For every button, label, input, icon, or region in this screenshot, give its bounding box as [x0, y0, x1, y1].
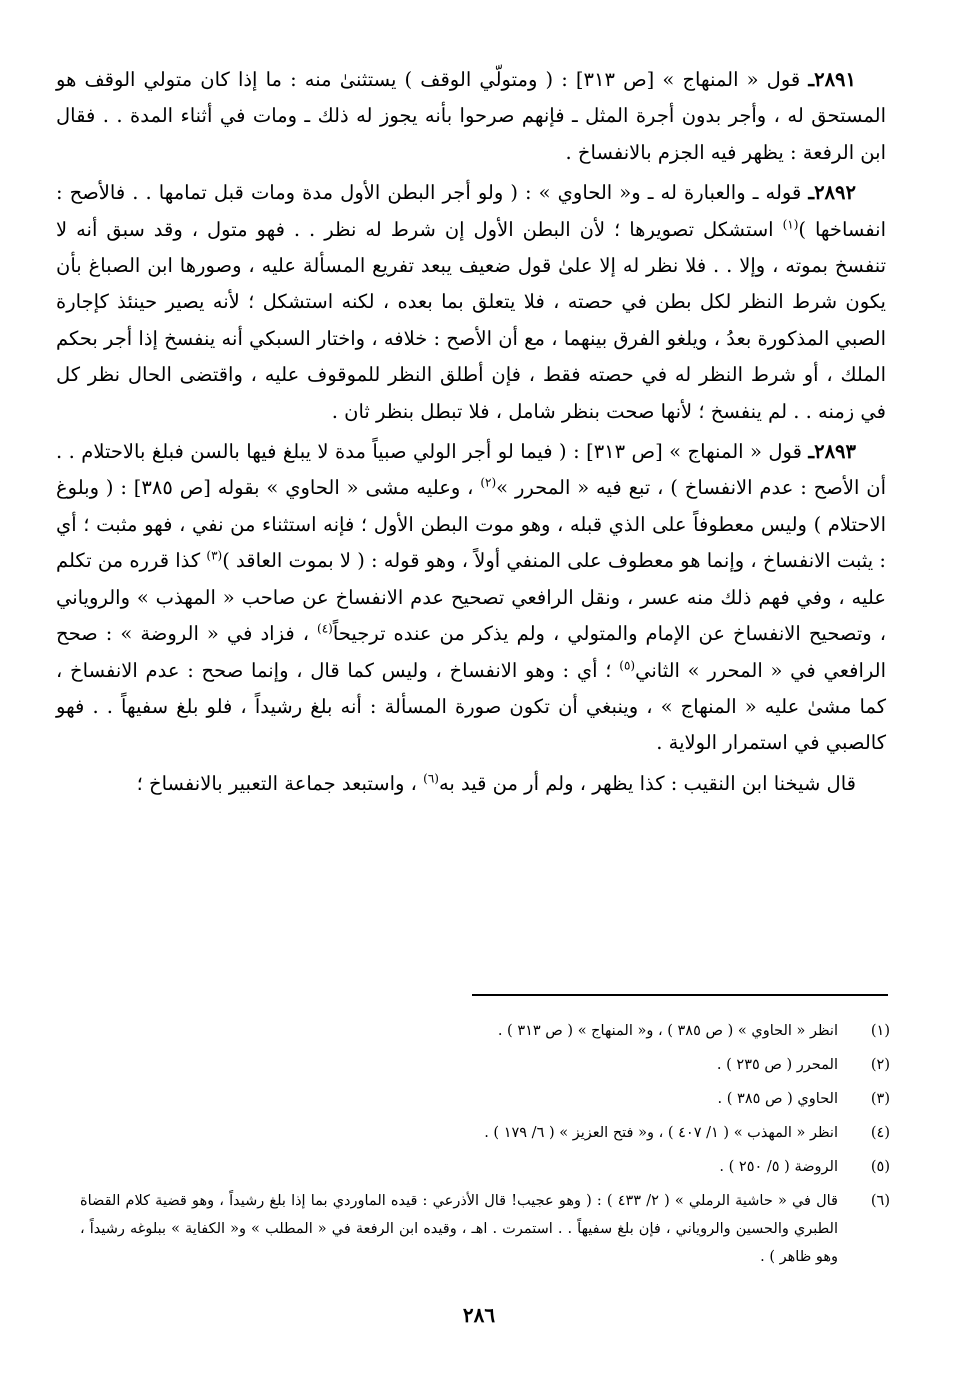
footnote-ref: (٤) — [317, 621, 333, 636]
footnote-number: (١) — [870, 1023, 890, 1039]
paragraph-2892 — [56, 175, 886, 430]
paragraph-continuation — [56, 766, 886, 802]
footnote-text: المحرر ( ص ٢٣٥ ) . — [716, 1057, 838, 1073]
footnotes — [80, 1014, 890, 1271]
paragraph-text: ، فزاد في « الروضة » : صحح الرافعي في « المحرر » الثاني — [56, 622, 887, 682]
paragraph-text: قوله ـ والعبارة له ـ و« الحاوي » : ( ولو أجر البطن الأول مدة ومات قبل تمامها . . فالأصح : انفساخها ) — [56, 181, 886, 241]
paragraph-text: قول « المنهاج » [ص ٣١٣] : ( فيما لو أجر الولي صبياً مدة لا يبلغ فيها بالسن فبلغ بالاحتلام . . أن الأصح : عدم الانفساخ ) ، تبع فيه « المحرر » — [56, 440, 886, 500]
footnote-number: (٦) — [870, 1193, 890, 1209]
paragraph-text: كذا قرره من تكلم عليه ، وفي فهم ذلك منه عسر ، ونقل الرافعي تصحيح عدم الانفساخ عن صاحب « المهذب » والروياني ، وتصحيح الانفساخ عن الإمام والمتولي ، ولم يذكر من عنده ترجيحاً — [56, 549, 886, 646]
footnote-separator — [472, 994, 888, 996]
footnote-ref: (٦) — [423, 771, 439, 786]
footnote-5 — [80, 1150, 890, 1184]
paragraph-2891 — [56, 62, 886, 171]
paragraph-2893 — [56, 434, 886, 762]
footnote-6 — [80, 1184, 890, 1271]
main-text — [56, 62, 886, 806]
paragraph-text: استشكل تصويرها ؛ لأن البطن الأول إن شرط له نظر . . فهو متول ، وقد سبق أنه لا تنفسخ بموته ، وإلا . . فلا نظر له إلا علىٰ قول ضعيف يبعد تفريع المسألة عليه ، وصورها ابن الصباغ بأن يكون شرط النظر لكل بطن في حصته ، فلا يتعلق بما بعده ، لكنه استشكل ؛ لأنه يصير حينئذ كإجارة الصبي المذكورة بعدُ ، ويلغو الفرق بينهما ، مع أن الأصح : خلافه ، واختار السبكي أنه ينفسخ إذا أجر بحكم الملك ، أو شرط النظر له في حصته فقط ، فإن أطلق النظر للموقوف عليه ، واقتضى الحال نظر كل في زمنه . . لم ينفسخ ؛ لأنها صحت بنظر شامل ، فلا تبطل بنظر ثان . — [56, 217, 886, 423]
footnote-ref: (٢) — [480, 475, 497, 490]
footnote-text: انظر « المهذب » ( ١/ ٤٠٧ ) ، و« فتح العزيز » ( ٦/ ١٧٩ ) . — [484, 1125, 838, 1141]
issue-number: ٢٨٩١ـ — [808, 68, 857, 91]
issue-number: ٢٨٩٢ـ — [808, 181, 856, 205]
footnote-number: (٣) — [870, 1091, 890, 1107]
issue-number: ٢٨٩٣ـ — [808, 440, 856, 464]
footnote-ref: (٣) — [206, 548, 223, 563]
footnote-number: (٤) — [870, 1125, 890, 1141]
paragraph-text: قال شيخنا ابن النقيب : كذا يظهر ، ولم أر من قيد به — [438, 771, 856, 795]
footnote-text: الروضة ( ٥/ ٢٥٠ ) . — [719, 1159, 838, 1175]
footnote-4 — [80, 1116, 890, 1150]
paragraph-text: قول « المنهاج » [ص ٣١٣] : ( ومتولّي الوقف ) يستثنىٰ منه : ما إذا كان متولي الوقف هو المستحق له ، وأجر بدون أجرة المثل ـ فإنهم صرحوا بأنه يجوز له ذلك ـ ومات في أثناء المدة . . فقال ابن الرفعة : يظهر فيه الجزم بالانفساخ . — [56, 68, 886, 164]
footnote-number: (٥) — [870, 1159, 890, 1175]
footnote-ref: (٥) — [619, 658, 636, 672]
footnote-ref: (١) — [782, 217, 799, 232]
footnote-3 — [80, 1082, 890, 1116]
paragraph-text: ، وعليه مشى « الحاوي » بقوله [ص ٣٨٥] : ( وبلوغ الاحتلام ) وليس معطوفاً على الذي قبله ، وهو موت البطن الأول ؛ فإنه استثناء من نفي ، فهو مثبت ؛ أي : يثبت الانفساخ ، وإنما هو معطوف على المنفي أولاً ، وهو قوله : ( لا بموت العاقد ) — [56, 476, 886, 573]
footnote-number: (٢) — [870, 1057, 890, 1073]
footnote-text: قال في « حاشية الرملي » ( ٢/ ٤٣٣ ) : ( وهو عجيب! قال الأذرعي : قيده الماوردي بما إذا بلغ رشيداً ، وهو قضية كلام القضاة الطبري والحسين والروياني ، فإن بلغ سفيهاً . . استمرت . اهـ ، وقيده ابن الرفعة في « المطلب » و« الكفاية » ببلوغه رشيداً ، وهو ظاهر ) . — [80, 1193, 838, 1265]
footnote-2 — [80, 1048, 890, 1082]
paragraph-text: ، واستبعد جماعة التعبير بالانفساخ ؛ — [136, 771, 424, 795]
footnote-text: الحاوي ( ص ٣٨٥ ) . — [717, 1091, 838, 1107]
paragraph-text: ؛ أي : وهو الانفساخ ، وليس كما قال ، وإنما صحح : عدم الانفساخ ، كما مشىٰ عليه « المنهاج » ، وينبغي أن تكون صورة المسألة : أنه بلغ رشيداً ، فلو بلغ سفيهاً . . فهو كالصبي في استمرار الولاية . — [56, 658, 886, 755]
footnote-1 — [80, 1014, 890, 1048]
footnote-text: انظر « الحاوي » ( ص ٣٨٥ ) ، و« المنهاج » ( ص ٣١٣ ) . — [497, 1023, 838, 1039]
page-number: ٢٨٦ — [462, 1303, 496, 1327]
